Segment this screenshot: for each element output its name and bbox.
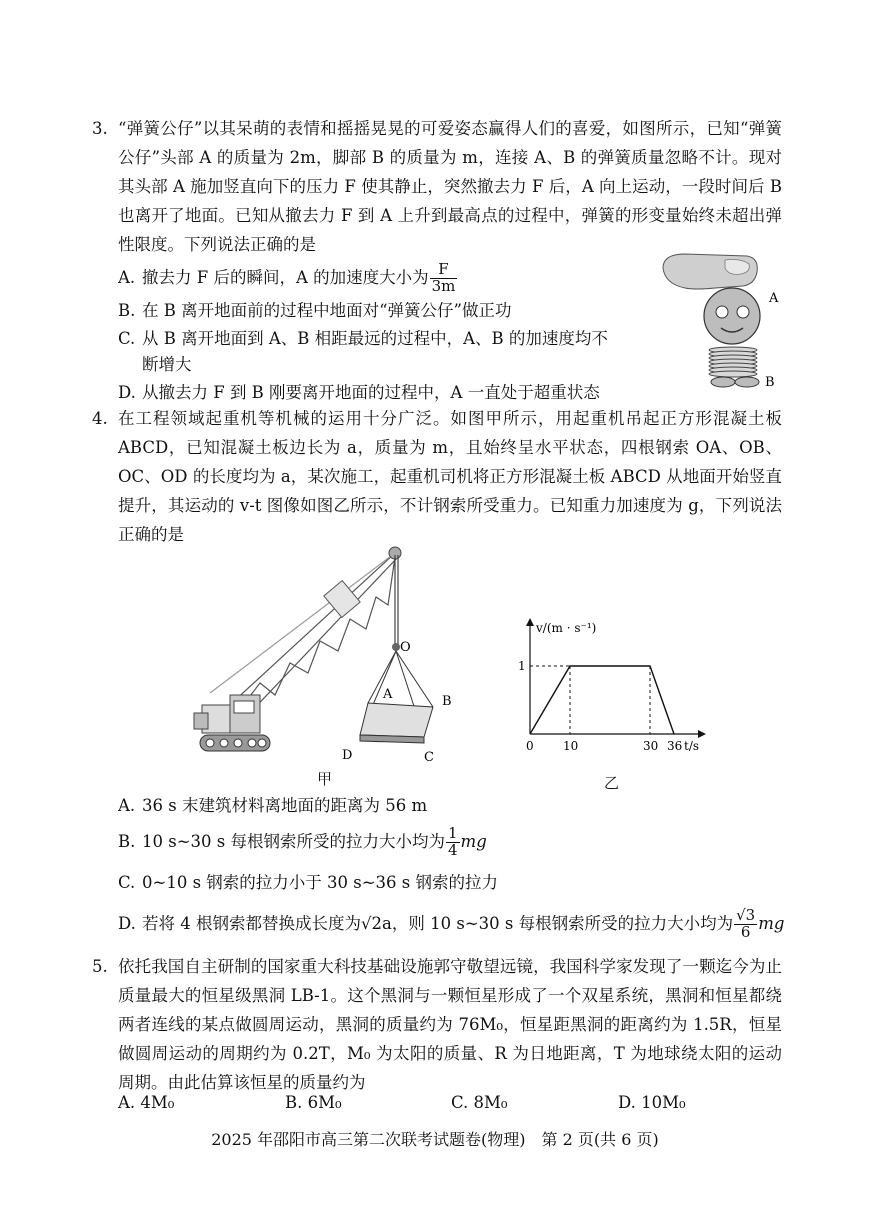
label-b: B <box>442 694 452 709</box>
question-5 <box>92 952 782 1097</box>
x-axis-label: t/s <box>684 739 700 753</box>
q4-option-b: B. 10 s~30 s 每根钢索所受的拉力大小均为 $\frac{1}{4}$ mg <box>118 824 487 859</box>
label-o: O <box>400 640 411 655</box>
q5-option-a: A. 4M₀ <box>118 1093 175 1112</box>
y-axis-label: v/(m · s⁻¹) <box>536 621 597 635</box>
fraction: $\frac{√3}{6}$ <box>736 906 756 941</box>
question-stem: 在工程领域起重机等机械的运用十分广泛。如图甲所示，用起重机吊起正方形混凝土板 ABCD，已知混凝土板边长为 a，质量为 m，且始终呈水平状态，四根钢索 OA、OB、OC、OD 的长度均为 a，某次施工，起重机司机将正方形混凝土板 ABCD 从地面开始竖直提升，其运动的 v-t 图像如图乙所示，不计钢索所受重力。已知重力加速度为 g，下列说法正确的是 <box>118 409 782 544</box>
question-stem: “弹簧公仔”以其呆萌的表情和摇摇晃晃的可爱姿态赢得人们的喜爱，如图所示，已知“弹簧公仔”头部 A 的质量为 2m，脚部 B 的质量为 m，连接 A、B 的弹簧质量忽略不计。现对其头部 A 施加竖直向下的压力 F 使其静止，突然撤去力 F 后，A 向上运动，一段时间后 B 也离开了地面。已知从撤去力 F 到 A 上升到最高点的过程中，弹簧的形变量始终未超出弹性限度。下列说法正确的是 <box>118 119 782 254</box>
question-4 <box>92 404 782 549</box>
q3-option-b: B. 在 B 离开地面前的过程中地面对“弹簧公仔”做正功 <box>118 301 512 320</box>
x-tick-label: 0 <box>526 739 534 753</box>
figure-caption-jia: 甲 <box>317 770 333 788</box>
q3-option-d: D. 从撤去力 F 到 B 刚要离开地面的过程中，A 一直处于超重状态 <box>118 383 600 402</box>
series-line <box>530 666 674 734</box>
label-b: B <box>765 375 775 390</box>
spring-toy-figure <box>655 250 785 395</box>
figure-caption-yi: 乙 <box>604 774 620 792</box>
crane-figure <box>190 545 470 770</box>
q3-option-a: A. 撤去力 F 后的瞬间，A 的加速度大小为 $\frac{F}{3m}$ <box>118 260 456 295</box>
page-footer: 2025 年邵阳市高三第二次联考试题卷(物理) 第 2 页(共 6 页) <box>211 1130 659 1149</box>
x-axis-arrow <box>698 730 706 738</box>
question-number: 4. <box>92 409 108 428</box>
label-a: A <box>769 291 779 306</box>
vt-graph <box>510 612 710 762</box>
y-tick-label: 1 <box>518 659 526 673</box>
question-stem: 依托我国自主研制的国家重大科技基础设施郭守敬望远镜，我国科学家发现了一颗迄今为止质量最大的恒星级黑洞 LB-1。这个黑洞与一颗恒星形成了一个双星系统，黑洞和恒星都绕两者连线的某点做圆周运动，黑洞的质量约为 76M₀，恒星距黑洞的距离约为 1.5R，恒星做圆周运动的周期约为 0.2T，M₀ 为太阳的质量、R 为日地距离，T 为地球绕太阳的运动周期。由此估算该恒星的质量约为 <box>118 957 782 1092</box>
q5-option-d: D. 10M₀ <box>618 1093 686 1112</box>
q3-option-c: C. 从 B 离开地面到 A、B 相距最远的过程中，A、B 的加速度均不 断增大 <box>118 329 608 374</box>
label-d: D <box>342 748 353 763</box>
x-tick-label: 30 <box>643 739 659 753</box>
label-c: C <box>424 750 434 765</box>
fraction: $\frac{F}{3m}$ <box>431 260 456 295</box>
q4-option-a: A. 36 s 末建筑材料离地面的距离为 56 m <box>118 796 428 815</box>
question-number: 5. <box>92 957 108 976</box>
x-tick-label: 36 <box>667 739 683 753</box>
q5-option-b: B. 6M₀ <box>285 1093 342 1112</box>
question-3 <box>92 114 782 259</box>
q4-option-d: D. 若将 4 根钢索都替换成长度为√2a，则 10 s~30 s 每根钢索所受的拉力大小均为 $\frac{√3}{6}$ mg <box>118 906 785 941</box>
fraction: $\frac{1}{4}$ <box>448 824 458 859</box>
label-a: A <box>383 687 393 702</box>
q4-option-c: C. 0~10 s 钢索的拉力小于 30 s~36 s 钢索的拉力 <box>118 873 499 892</box>
x-tick-label: 10 <box>563 739 579 753</box>
q5-option-c: C. 8M₀ <box>451 1093 508 1112</box>
question-number: 3. <box>92 119 108 138</box>
y-axis-arrow <box>526 618 534 626</box>
